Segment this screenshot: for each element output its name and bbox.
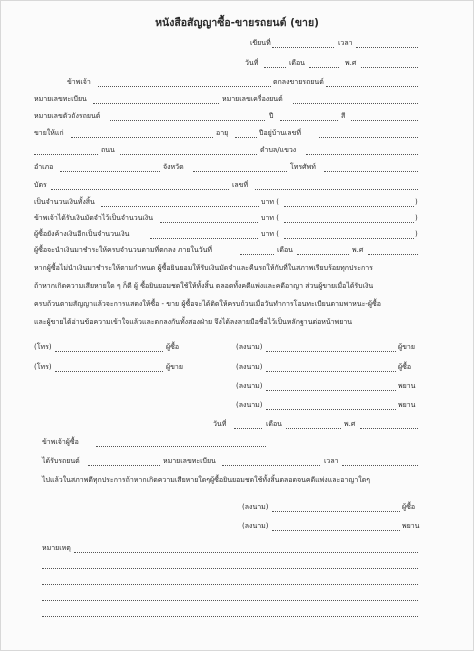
remark-line-1[interactable]: [74, 552, 418, 553]
subdistrict-label: ตำบล/แขวง: [260, 146, 297, 154]
receipt-plate-line[interactable]: [222, 465, 320, 466]
witness2-role: พยาน: [398, 401, 416, 409]
road-label: ถนน: [101, 146, 115, 154]
witness1-role: พยาน: [398, 382, 416, 390]
total-baht-label: บาท (: [261, 198, 279, 206]
seller-sign-label: (ลงนาม): [236, 343, 263, 351]
district-line[interactable]: [60, 171, 160, 172]
receipt-time-label: เวลา: [324, 457, 339, 465]
total-label: เป็นจำนวนเงินทั้งสิ้น: [34, 198, 95, 206]
i-label: ข้าพเจ้า: [67, 78, 91, 86]
address-no-label: ปีอยู่บ้านเลขที่: [259, 129, 301, 137]
seller-sign-line[interactable]: [266, 351, 396, 352]
phone-label: โทรศัพท์: [290, 163, 316, 171]
receipt-buyer-sign-line[interactable]: [272, 511, 400, 512]
terms-line-3: ครบถ้วนตามสัญญาแล้วจะการแสดงให้ซื้อ - ขาย ผู้ซื้อจะได้ติดให้ครบถ้วนเมื่อวันทำการโอนทะเบียนตามพาหนะ-ผู้ซื้อ: [34, 300, 381, 308]
sell-to-label: ขายให้แก่: [34, 129, 64, 137]
witness2-sign-label: (ลงนาม): [236, 401, 263, 409]
terms-line-4: และผู้ขายได้อ่านข้อความเข้าใจแล้วและตกลงกันทั้งสองฝ่าย จึงได้ลงลายมือชื่อไว้เป็นหลักฐานต่อหน้าพยาน: [34, 318, 353, 326]
seller-tel-label: (โทร): [34, 363, 52, 371]
pay-by-day-line[interactable]: [240, 254, 274, 255]
engine-label: หมายเลขเครื่องยนต์: [222, 95, 283, 103]
remaining-close: ): [415, 230, 418, 238]
card-type-line[interactable]: [51, 189, 229, 190]
receipt-witness-role: พยาน: [402, 522, 420, 530]
written-at-label: เขียนที่: [250, 39, 271, 47]
buyer-label: ผู้ซื้อ: [166, 343, 180, 351]
age-line[interactable]: [235, 137, 257, 138]
sign-year-label: พ.ศ: [344, 420, 356, 428]
receipt-buyer-label: ข้าพเจ้าผู้ซื้อ: [42, 438, 79, 446]
seller-label: ผู้ขาย: [166, 363, 183, 371]
remark-line-4[interactable]: [42, 600, 418, 601]
road-line[interactable]: [120, 154, 257, 155]
deposit-baht-label: บาท (: [261, 214, 279, 222]
card-no-label: เลขที่: [232, 181, 249, 189]
dealer-label: ตกลงขายรถยนต์: [273, 78, 324, 86]
district-label: อำเภอ: [34, 163, 54, 171]
pay-by-year-label: พ.ศ: [352, 246, 364, 254]
document-title: หนังสือสัญญาซื้อ-ขายรถยนต์ (ขาย): [155, 17, 319, 29]
remaining-words-line[interactable]: [284, 238, 414, 239]
sign-day-label: วันที่: [213, 420, 227, 428]
remaining-label: ผู้ซื้อยังค้างเงินอีกเป็นจำนวนเงิน: [34, 230, 130, 238]
chassis-line[interactable]: [110, 120, 265, 121]
pay-by-month-label: เดือน: [277, 246, 293, 254]
terms-line-2: ถ้าหากเกิดความเสียหายใด ๆ ก็ดี ผู้ ซื้อยินยอมชดใช้ให้ทั้งสิ้น ตลอดทั้งคดีแพ่งและคดีอาญา ส่วนผู้ขายเมื่อได้รับเงิน: [34, 282, 374, 290]
model-year-label: ปี: [269, 112, 274, 120]
model-year-line[interactable]: [280, 120, 338, 121]
receipt-time-line[interactable]: [342, 465, 418, 466]
color-line[interactable]: [351, 120, 418, 121]
seller-name-line[interactable]: [98, 86, 271, 87]
buyer-sign-role: ผู้ซื้อ: [398, 363, 412, 371]
witness1-sign-label: (ลงนาม): [236, 382, 263, 390]
year-label: พ.ศ: [345, 59, 357, 67]
witness1-sign-line[interactable]: [266, 390, 396, 391]
terms-line-1: หากผู้ซื้อไม่นำเงินมาชำระให้ตามกำหนด ผู้ซื้อยินยอมให้รับเงินมัดจำและคืนรถให้กับที่ในสภาพเรียบร้อยทุกประการ: [34, 264, 373, 272]
chassis-label: หมายเลขตัวถังรถยนต์: [34, 112, 101, 120]
time-line[interactable]: [356, 47, 418, 48]
seller-sign-role: ผู้ขาย: [398, 343, 415, 351]
day-label: วันที่: [245, 59, 259, 67]
day-line[interactable]: [264, 67, 286, 68]
sign-year-line[interactable]: [360, 428, 418, 429]
card-no-line[interactable]: [255, 189, 418, 190]
deposit-words-line[interactable]: [284, 222, 414, 223]
pay-by-label: ผู้ซื้อจะนำเงินมาชำระให้ครบจำนวนตามที่ตกลง ภายในวันที่: [34, 246, 213, 254]
sign-day-line[interactable]: [234, 428, 262, 429]
remark-line-3[interactable]: [42, 584, 418, 585]
pay-by-month-line[interactable]: [297, 254, 349, 255]
buyer-name-line[interactable]: [71, 137, 213, 138]
province-label: จังหวัด: [163, 163, 184, 171]
year-line[interactable]: [361, 67, 418, 68]
remaining-amount-line[interactable]: [150, 238, 258, 239]
receipt-buyer-line[interactable]: [96, 446, 266, 447]
month-line[interactable]: [309, 67, 339, 68]
sign-month-line[interactable]: [286, 428, 341, 429]
receipt-buyer-sign-label: (ลงนาม): [242, 503, 269, 511]
phone-line[interactable]: [324, 171, 418, 172]
card-label: บัตร: [34, 181, 47, 189]
witness2-sign-line[interactable]: [266, 409, 396, 410]
age-label: อายุ: [216, 129, 229, 137]
deposit-amount-line[interactable]: [160, 222, 258, 223]
buyer-sign-line[interactable]: [266, 371, 396, 372]
buyer-tel-line[interactable]: [55, 351, 163, 352]
buyer-sign-label: (ลงนาม): [236, 363, 263, 371]
engine-line[interactable]: [293, 103, 418, 104]
soi-line[interactable]: [34, 154, 98, 155]
remark-line-2[interactable]: [42, 568, 418, 569]
pay-by-year-line[interactable]: [368, 254, 418, 255]
remark-line-5[interactable]: [42, 616, 418, 617]
color-label: สี: [341, 112, 346, 120]
total-close: ): [415, 198, 418, 206]
receipt-plate-label: หมายเลขทะเบียน: [163, 457, 216, 465]
sign-month-label: เดือน: [266, 420, 282, 428]
receipt-buyer-role: ผู้ซื้อ: [402, 503, 416, 511]
address-no-line[interactable]: [319, 137, 418, 138]
receipt-car-line[interactable]: [88, 465, 160, 466]
receipt-witness-sign-label: (ลงนาม): [242, 522, 269, 530]
seller-tel-line[interactable]: [55, 371, 163, 372]
total-words-line[interactable]: [284, 206, 414, 207]
written-at-line[interactable]: [272, 47, 334, 48]
remark-label: หมายเหตุ: [42, 544, 71, 552]
dealer-line[interactable]: [326, 86, 418, 87]
plate-line[interactable]: [93, 103, 219, 104]
subdistrict-line[interactable]: [306, 154, 418, 155]
total-amount-line[interactable]: [101, 206, 259, 207]
receipt-car-label: ได้รับรถยนต์: [42, 457, 80, 465]
time-label: เวลา: [338, 39, 353, 47]
receipt-statement: ไปแล้วในสภาพดีทุกประการถ้าหากเกิดความเสียหายใดๆผู้ซื้อยินยอมชดใช้ทั้งสิ้นตลอดจนคดีแพ่งและอาญาใดๆ: [42, 476, 371, 484]
month-label: เดือน: [289, 59, 305, 67]
buyer-tel-label: (โทร): [34, 343, 52, 351]
province-line[interactable]: [193, 171, 287, 172]
deposit-close: ): [415, 214, 418, 222]
deposit-label: ข้าพเจ้าได้รับเงินมัดจำไว้เป็นจำนวนเงิน: [34, 214, 154, 222]
remaining-baht-label: บาท (: [261, 230, 279, 238]
plate-label: หมายเลขทะเบียน: [34, 95, 87, 103]
receipt-witness-sign-line[interactable]: [272, 530, 400, 531]
